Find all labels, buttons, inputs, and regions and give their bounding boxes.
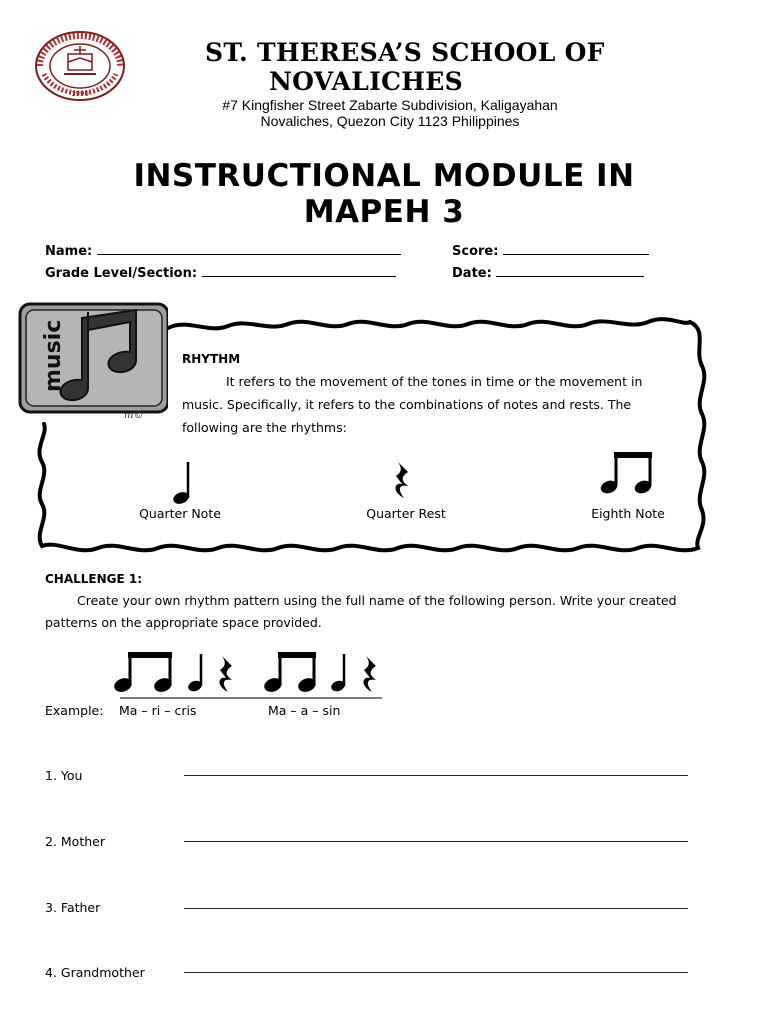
challenge-description: Create your own rhythm pattern using the full name of the following person. Write your created patterns on the appropriate space provided.: [45, 593, 677, 630]
eighth-note-icon: [600, 450, 658, 496]
quarter-note-label: Quarter Note: [139, 506, 221, 521]
example-eighth-note-icon: [262, 652, 317, 694]
rhythm-description: It refers to the movement of the tones in time or the movement in music. Specifically, it refers to the combinations of notes and rests. The following are the rhythms:: [182, 374, 643, 435]
name-label: Name:: [45, 244, 93, 259]
date-label: Date:: [452, 266, 492, 281]
name-field: [45, 243, 401, 260]
quarter-rest-label: Quarter Rest: [366, 506, 446, 521]
item-you-label: 1. You: [45, 768, 83, 783]
item-father-answer-line[interactable]: [184, 908, 688, 909]
school-seal-logo: [34, 30, 126, 102]
svg-text:m©: m©: [124, 410, 144, 420]
challenge-heading: CHALLENGE 1:: [45, 572, 143, 586]
quarter-rest-icon: [390, 460, 416, 500]
example-syllables-1: Ma – ri – cris: [119, 703, 197, 718]
quarter-note-icon: [168, 458, 198, 506]
item-mother-answer-line[interactable]: [184, 841, 688, 842]
example-quarter-note-icon: [330, 654, 347, 693]
score-field: [452, 243, 649, 260]
svg-text:music: music: [41, 319, 66, 392]
module-title: [60, 158, 708, 230]
name-blank[interactable]: [97, 243, 401, 255]
address-line1: #7 Kingfisher Street Zabarte Subdivision, Kaligayahan: [222, 97, 558, 113]
example-row: [45, 703, 103, 718]
school-name-line1: ST. THERESA’S SCHOOL OF: [205, 38, 605, 67]
item-grandmother-answer-line[interactable]: [184, 972, 688, 973]
grade-section-label: Grade Level/Section:: [45, 266, 198, 281]
score-blank[interactable]: [503, 243, 649, 255]
module-title-line2: MAPEH 3: [303, 194, 465, 230]
school-name-line2: NOVALICHES: [269, 67, 463, 96]
example-quarter-note-icon: [187, 654, 204, 693]
item-grandmother-label: 4. Grandmother: [45, 965, 145, 980]
address-line2: Novaliches, Quezon City 1123 Philippines: [260, 113, 520, 129]
example-label: Example:: [45, 703, 104, 718]
example-rhythm-pattern: [110, 648, 390, 703]
example-syllables-2: Ma – a – sin: [268, 703, 341, 718]
svg-text:1990: 1990: [71, 90, 89, 98]
music-logo-icon: [18, 300, 168, 420]
date-blank[interactable]: [496, 265, 644, 277]
school-address: [160, 97, 620, 129]
grade-section-field: [45, 265, 396, 282]
eighth-note-label: Eighth Note: [591, 506, 665, 521]
grade-section-blank[interactable]: [202, 265, 396, 277]
item-father-label: 3. Father: [45, 900, 101, 915]
rhythm-heading: RHYTHM: [182, 352, 241, 366]
score-label: Score:: [452, 244, 499, 259]
item-you-answer-line[interactable]: [184, 775, 688, 776]
example-eighth-note-icon: [112, 652, 173, 694]
date-field: [452, 265, 644, 282]
example-quarter-rest-icon: [220, 656, 233, 692]
item-mother-label: 2. Mother: [45, 834, 105, 849]
example-quarter-rest-icon: [364, 656, 377, 692]
module-title-line1: INSTRUCTIONAL MODULE IN: [133, 158, 635, 194]
school-name: [205, 38, 685, 96]
